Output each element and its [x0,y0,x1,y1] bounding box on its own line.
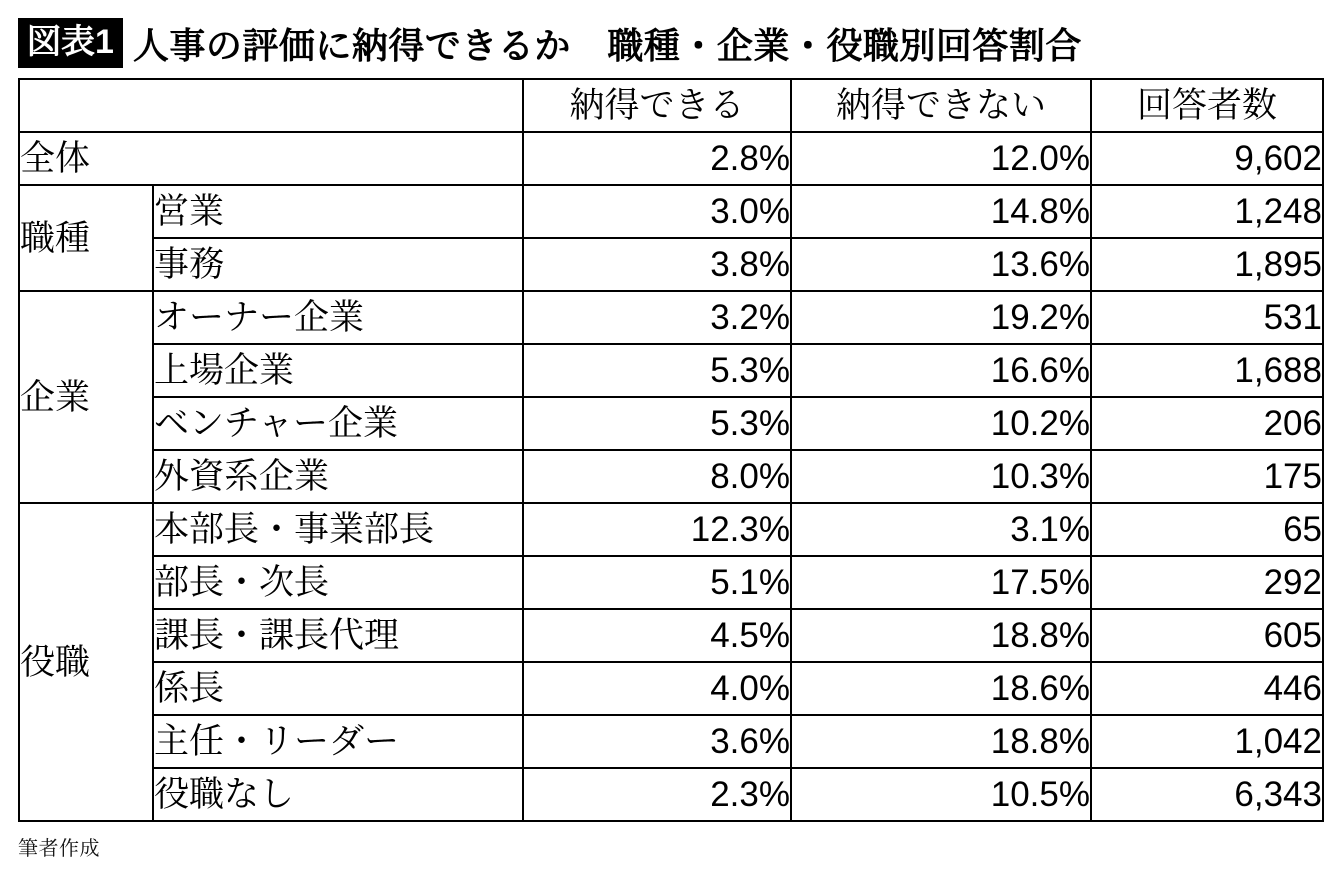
cell-agree: 2.3% [523,768,791,821]
source-credit: 筆者作成 [18,838,100,860]
cell-respondents: 531 [1091,291,1323,344]
row-label: 事務 [153,238,523,291]
table-row [19,397,1323,450]
row-label: ベンチャー企業 [153,397,523,450]
cell-agree: 12.3% [523,503,791,556]
table-header-row [19,79,1323,132]
header-respondents: 回答者数 [1091,79,1323,132]
cell-respondents: 1,688 [1091,344,1323,397]
row-label: 外資系企業 [153,450,523,503]
cell-respondents: 605 [1091,609,1323,662]
cell-respondents: 1,248 [1091,185,1323,238]
row-label: 部長・次長 [153,556,523,609]
table-row [19,556,1323,609]
table-body [19,132,1323,821]
survey-results-table [18,78,1324,822]
cell-disagree: 17.5% [791,556,1091,609]
cell-disagree: 18.6% [791,662,1091,715]
table-row [19,291,1323,344]
cell-disagree: 12.0% [791,132,1091,185]
table-row [19,503,1323,556]
cell-respondents: 292 [1091,556,1323,609]
row-label: 営業 [153,185,523,238]
cell-respondents: 1,895 [1091,238,1323,291]
page-title: 人事の評価に納得できるか 職種・企業・役職別回答割合 [132,24,1082,66]
cell-agree: 3.8% [523,238,791,291]
group-label-kigyo: 企業 [19,291,153,503]
row-label: 係長 [153,662,523,715]
table-row [19,609,1323,662]
cell-agree: 4.0% [523,662,791,715]
cell-agree: 2.8% [523,132,791,185]
cell-agree: 4.5% [523,609,791,662]
cell-disagree: 10.3% [791,450,1091,503]
row-label: オーナー企業 [153,291,523,344]
header-blank [19,79,523,132]
cell-agree: 3.0% [523,185,791,238]
cell-disagree: 19.2% [791,291,1091,344]
cell-agree: 3.2% [523,291,791,344]
row-label: 課長・課長代理 [153,609,523,662]
cell-respondents: 446 [1091,662,1323,715]
cell-agree: 5.3% [523,397,791,450]
cell-disagree: 14.8% [791,185,1091,238]
table-row [19,450,1323,503]
cell-respondents: 1,042 [1091,715,1323,768]
group-label-yakushoku: 役職 [19,503,153,821]
cell-respondents: 6,343 [1091,768,1323,821]
cell-disagree: 13.6% [791,238,1091,291]
table-row [19,768,1323,821]
row-label: 本部長・事業部長 [153,503,523,556]
cell-agree: 5.3% [523,344,791,397]
cell-respondents: 206 [1091,397,1323,450]
row-label: 上場企業 [153,344,523,397]
cell-disagree: 3.1% [791,503,1091,556]
group-label-shokushu: 職種 [19,185,153,291]
header-disagree: 納得できない [791,79,1091,132]
table-header [19,79,1323,132]
table-row [19,238,1323,291]
row-label: 役職なし [153,768,523,821]
table-row [19,132,1323,185]
figure-title-row [18,12,1322,74]
cell-disagree: 18.8% [791,609,1091,662]
row-label: 全体 [19,132,523,185]
cell-respondents: 65 [1091,503,1323,556]
table-row [19,715,1323,768]
cell-disagree: 10.2% [791,397,1091,450]
row-label: 主任・リーダー [153,715,523,768]
cell-agree: 3.6% [523,715,791,768]
cell-disagree: 18.8% [791,715,1091,768]
table-row [19,662,1323,715]
cell-disagree: 10.5% [791,768,1091,821]
cell-agree: 5.1% [523,556,791,609]
figure-number-badge: 図表1 [18,18,123,68]
cell-disagree: 16.6% [791,344,1091,397]
cell-respondents: 175 [1091,450,1323,503]
table-row [19,344,1323,397]
cell-respondents: 9,602 [1091,132,1323,185]
table-row [19,185,1323,238]
header-agree: 納得できる [523,79,791,132]
cell-agree: 8.0% [523,450,791,503]
